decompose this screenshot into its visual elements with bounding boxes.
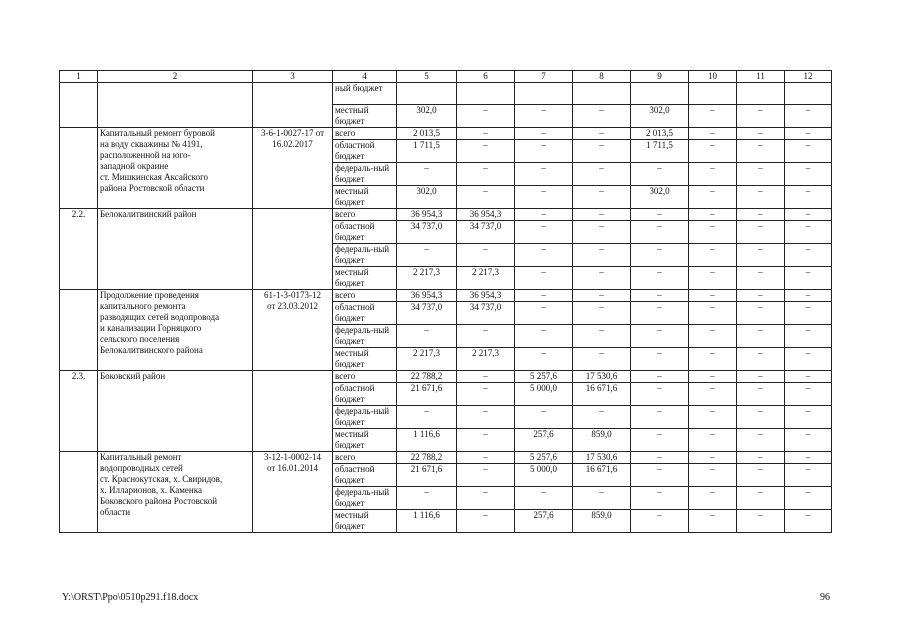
- amount-cell: –: [737, 163, 785, 186]
- amount-cell: –: [573, 163, 631, 186]
- amount-cell: 859,0: [573, 510, 631, 533]
- amount-cell: 17 530,6: [573, 452, 631, 464]
- amount-cell: 859,0: [573, 429, 631, 452]
- row-number: 2.2.: [60, 209, 98, 290]
- page-number: 96: [820, 592, 830, 603]
- amount-cell: –: [397, 325, 457, 348]
- amount-cell: –: [457, 128, 515, 140]
- object-name-line: разводящих сетей водопровода: [100, 312, 220, 322]
- document-number: [253, 83, 333, 128]
- amount-cell: 302,0: [397, 186, 457, 209]
- column-number-5: 5: [397, 71, 457, 83]
- amount-cell: 16 671,6: [573, 383, 631, 406]
- amount-cell: 257,6: [515, 510, 573, 533]
- amount-cell: –: [785, 267, 832, 290]
- amount-cell: 302,0: [397, 105, 457, 128]
- amount-cell: –: [573, 302, 631, 325]
- amount-cell: –: [737, 290, 785, 302]
- document-number-line: 16.02.2017: [272, 139, 313, 149]
- column-number-2: 2: [98, 71, 253, 83]
- amount-cell: –: [689, 406, 737, 429]
- amount-cell: –: [515, 290, 573, 302]
- amount-cell: 2 217,3: [457, 348, 515, 371]
- amount-cell: –: [457, 186, 515, 209]
- amount-cell: –: [785, 383, 832, 406]
- document-number: [253, 209, 333, 290]
- document-number-line: 61-1-3-0173-12: [264, 290, 321, 300]
- amount-cell: –: [457, 383, 515, 406]
- amount-cell: –: [457, 140, 515, 163]
- column-number-4: 4: [333, 71, 397, 83]
- funding-source: федераль-ный бюджет: [333, 163, 397, 186]
- amount-cell: –: [785, 487, 832, 510]
- amount-cell: –: [457, 244, 515, 267]
- amount-cell: –: [689, 487, 737, 510]
- amount-cell: –: [737, 487, 785, 510]
- object-name-line: Капитальный ремонт буровой: [100, 128, 215, 138]
- object-name-line: Белокалитвинский район: [100, 209, 197, 219]
- table-body: [60, 71, 832, 533]
- funding-source: федераль-ный бюджет: [333, 244, 397, 267]
- funding-source: федераль-ный бюджет: [333, 325, 397, 348]
- amount-cell: 1 711,5: [631, 140, 689, 163]
- funding-source: всего: [333, 209, 397, 221]
- column-number-7: 7: [515, 71, 573, 83]
- amount-cell: –: [573, 325, 631, 348]
- amount-cell: –: [785, 209, 832, 221]
- amount-cell: [785, 83, 832, 105]
- amount-cell: –: [689, 429, 737, 452]
- amount-cell: [397, 83, 457, 105]
- funding-source: всего: [333, 371, 397, 383]
- amount-cell: –: [785, 371, 832, 383]
- amount-cell: –: [573, 244, 631, 267]
- object-name: [98, 290, 253, 371]
- amount-cell: –: [689, 290, 737, 302]
- amount-cell: –: [573, 348, 631, 371]
- document-number-line: от 16.01.2014: [266, 463, 319, 473]
- amount-cell: –: [689, 325, 737, 348]
- amount-cell: [457, 83, 515, 105]
- amount-cell: –: [515, 487, 573, 510]
- amount-cell: –: [573, 267, 631, 290]
- amount-cell: 34 737,0: [457, 221, 515, 244]
- amount-cell: –: [785, 464, 832, 487]
- amount-cell: –: [785, 325, 832, 348]
- amount-cell: 2 217,3: [397, 348, 457, 371]
- amount-cell: –: [631, 371, 689, 383]
- amount-cell: –: [573, 140, 631, 163]
- funding-source: местный бюджет: [333, 186, 397, 209]
- amount-cell: –: [737, 105, 785, 128]
- amount-cell: –: [689, 452, 737, 464]
- amount-cell: –: [573, 186, 631, 209]
- amount-cell: –: [631, 221, 689, 244]
- amount-cell: –: [515, 221, 573, 244]
- object-name-line: Боковского района Ростовской: [100, 496, 218, 506]
- column-number-10: 10: [689, 71, 737, 83]
- funding-source: областной бюджет: [333, 140, 397, 163]
- amount-cell: –: [397, 244, 457, 267]
- column-number-1: 1: [60, 71, 98, 83]
- amount-cell: 34 737,0: [397, 302, 457, 325]
- amount-cell: –: [457, 487, 515, 510]
- document-sheet: [59, 70, 832, 533]
- amount-cell: 2 013,5: [397, 128, 457, 140]
- amount-cell: –: [785, 140, 832, 163]
- amount-cell: 36 954,3: [397, 290, 457, 302]
- amount-cell: 1 116,6: [397, 429, 457, 452]
- object-name-line: расположенной на юго-: [100, 150, 191, 160]
- document-number: [253, 290, 333, 371]
- object-name-line: Продолжение проведения: [100, 290, 199, 300]
- amount-cell: –: [631, 383, 689, 406]
- table-row: [60, 452, 832, 464]
- amount-cell: 5 257,6: [515, 371, 573, 383]
- object-name-line: западной окраине: [100, 161, 169, 171]
- column-number-3: 3: [253, 71, 333, 83]
- object-name: [98, 209, 253, 290]
- amount-cell: –: [631, 290, 689, 302]
- amount-cell: –: [515, 128, 573, 140]
- column-number-6: 6: [457, 71, 515, 83]
- document-number: [253, 452, 333, 533]
- funding-source: всего: [333, 452, 397, 464]
- document-number: [253, 371, 333, 452]
- table-row: [60, 209, 832, 221]
- amount-cell: –: [631, 348, 689, 371]
- amount-cell: –: [631, 302, 689, 325]
- amount-cell: 5 000,0: [515, 464, 573, 487]
- funding-source: местный бюджет: [333, 429, 397, 452]
- amount-cell: –: [737, 429, 785, 452]
- amount-cell: –: [631, 464, 689, 487]
- amount-cell: 5 000,0: [515, 383, 573, 406]
- amount-cell: –: [737, 510, 785, 533]
- amount-cell: –: [573, 105, 631, 128]
- amount-cell: 302,0: [631, 105, 689, 128]
- funding-source: областной бюджет: [333, 383, 397, 406]
- amount-cell: –: [689, 186, 737, 209]
- column-number-9: 9: [631, 71, 689, 83]
- amount-cell: –: [737, 186, 785, 209]
- amount-cell: –: [737, 325, 785, 348]
- object-name-line: Боковский район: [100, 371, 166, 381]
- funding-source: областной бюджет: [333, 464, 397, 487]
- amount-cell: –: [689, 383, 737, 406]
- amount-cell: [573, 83, 631, 105]
- object-name: [98, 452, 253, 533]
- amount-cell: –: [689, 244, 737, 267]
- object-name-line: на воду скважины № 4191,: [100, 139, 203, 149]
- amount-cell: –: [631, 510, 689, 533]
- amount-cell: 2 217,3: [457, 267, 515, 290]
- amount-cell: 16 671,6: [573, 464, 631, 487]
- column-number-12: 12: [785, 71, 832, 83]
- document-number-line: 3-6-1-0027-17 от: [260, 128, 325, 138]
- amount-cell: –: [737, 406, 785, 429]
- amount-cell: –: [457, 510, 515, 533]
- amount-cell: –: [785, 452, 832, 464]
- amount-cell: –: [785, 302, 832, 325]
- amount-cell: [689, 83, 737, 105]
- table-row: [60, 371, 832, 383]
- amount-cell: –: [457, 105, 515, 128]
- column-number-11: 11: [737, 71, 785, 83]
- object-name: [98, 128, 253, 209]
- amount-cell: –: [457, 371, 515, 383]
- amount-cell: –: [785, 163, 832, 186]
- amount-cell: –: [515, 325, 573, 348]
- amount-cell: –: [689, 464, 737, 487]
- amount-cell: –: [631, 209, 689, 221]
- amount-cell: –: [515, 186, 573, 209]
- amount-cell: [737, 83, 785, 105]
- amount-cell: –: [631, 267, 689, 290]
- amount-cell: [631, 83, 689, 105]
- object-name-line: и канализации Горняцкого: [100, 323, 202, 333]
- amount-cell: –: [515, 140, 573, 163]
- amount-cell: –: [689, 348, 737, 371]
- funding-source: местный бюджет: [333, 348, 397, 371]
- amount-cell: –: [785, 244, 832, 267]
- amount-cell: –: [457, 464, 515, 487]
- amount-cell: 21 671,6: [397, 464, 457, 487]
- amount-cell: 36 954,3: [397, 209, 457, 221]
- object-name-line: капитального ремонта: [100, 301, 186, 311]
- amount-cell: –: [457, 163, 515, 186]
- amount-cell: –: [515, 163, 573, 186]
- funding-source: местный бюджет: [333, 510, 397, 533]
- amount-cell: 1 711,5: [397, 140, 457, 163]
- amount-cell: –: [515, 105, 573, 128]
- funding-source: федераль-ный бюджет: [333, 487, 397, 510]
- object-name-line: района Ростовской области: [100, 183, 205, 193]
- amount-cell: –: [573, 128, 631, 140]
- table-row: [60, 290, 832, 302]
- footer-file-path: Y:\ORST\Ppo\0510p291.f18.docx: [62, 592, 199, 603]
- object-name-line: ст. Краснокутская, х. Свиридов,: [100, 474, 223, 484]
- amount-cell: –: [689, 221, 737, 244]
- amount-cell: –: [631, 244, 689, 267]
- amount-cell: –: [631, 487, 689, 510]
- amount-cell: 34 737,0: [397, 221, 457, 244]
- funding-source: областной бюджет: [333, 302, 397, 325]
- row-number: [60, 128, 98, 209]
- amount-cell: –: [573, 487, 631, 510]
- amount-cell: –: [515, 267, 573, 290]
- amount-cell: –: [515, 348, 573, 371]
- funding-source: всего: [333, 128, 397, 140]
- amount-cell: –: [737, 371, 785, 383]
- amount-cell: –: [689, 209, 737, 221]
- amount-cell: –: [737, 464, 785, 487]
- amount-cell: –: [737, 302, 785, 325]
- amount-cell: –: [631, 452, 689, 464]
- amount-cell: –: [689, 140, 737, 163]
- funding-source: федераль-ный бюджет: [333, 406, 397, 429]
- table-row: [60, 83, 832, 105]
- amount-cell: –: [785, 105, 832, 128]
- amount-cell: 22 788,2: [397, 452, 457, 464]
- amount-cell: –: [515, 406, 573, 429]
- amount-cell: –: [737, 383, 785, 406]
- amount-cell: –: [737, 209, 785, 221]
- object-name-line: х. Илларионов, х. Каменка: [100, 485, 202, 495]
- amount-cell: –: [631, 406, 689, 429]
- amount-cell: 1 116,6: [397, 510, 457, 533]
- funding-source: всего: [333, 290, 397, 302]
- amount-cell: –: [515, 244, 573, 267]
- amount-cell: 36 954,3: [457, 209, 515, 221]
- amount-cell: –: [689, 105, 737, 128]
- amount-cell: –: [737, 140, 785, 163]
- object-name-line: Белокалитвинского района: [100, 345, 203, 355]
- amount-cell: –: [689, 128, 737, 140]
- amount-cell: –: [457, 429, 515, 452]
- amount-cell: –: [689, 267, 737, 290]
- amount-cell: –: [457, 406, 515, 429]
- amount-cell: –: [737, 128, 785, 140]
- row-number: [60, 290, 98, 371]
- amount-cell: –: [573, 406, 631, 429]
- amount-cell: –: [515, 302, 573, 325]
- amount-cell: –: [457, 325, 515, 348]
- amount-cell: –: [737, 348, 785, 371]
- amount-cell: 257,6: [515, 429, 573, 452]
- amount-cell: –: [397, 163, 457, 186]
- amount-cell: 36 954,3: [457, 290, 515, 302]
- amount-cell: 22 788,2: [397, 371, 457, 383]
- amount-cell: 21 671,6: [397, 383, 457, 406]
- amount-cell: 5 257,6: [515, 452, 573, 464]
- amount-cell: 34 737,0: [457, 302, 515, 325]
- amount-cell: –: [785, 128, 832, 140]
- amount-cell: 2 217,3: [397, 267, 457, 290]
- amount-cell: –: [631, 429, 689, 452]
- amount-cell: –: [397, 406, 457, 429]
- funding-source: местный бюджет: [333, 267, 397, 290]
- amount-cell: –: [631, 325, 689, 348]
- amount-cell: 17 530,6: [573, 371, 631, 383]
- object-name-line: Капитальный ремонт: [100, 452, 182, 462]
- amount-cell: –: [785, 186, 832, 209]
- object-name-line: водопроводных сетей: [100, 463, 183, 473]
- funding-source: местный бюджет: [333, 105, 397, 128]
- amount-cell: –: [515, 209, 573, 221]
- amount-cell: –: [737, 221, 785, 244]
- amount-cell: 2 013,5: [631, 128, 689, 140]
- object-name-line: области: [100, 507, 131, 517]
- amount-cell: –: [785, 221, 832, 244]
- row-number: [60, 452, 98, 533]
- amount-cell: –: [737, 244, 785, 267]
- amount-cell: –: [397, 487, 457, 510]
- amount-cell: –: [631, 163, 689, 186]
- amount-cell: –: [573, 221, 631, 244]
- amount-cell: –: [689, 510, 737, 533]
- amount-cell: –: [573, 290, 631, 302]
- document-number: [253, 128, 333, 209]
- object-name-line: сельского поселения: [100, 334, 180, 344]
- amount-cell: –: [573, 209, 631, 221]
- amount-cell: –: [785, 510, 832, 533]
- object-name: [98, 83, 253, 128]
- amount-cell: –: [737, 267, 785, 290]
- amount-cell: –: [457, 452, 515, 464]
- amount-cell: [515, 83, 573, 105]
- row-number: 2.3.: [60, 371, 98, 452]
- row-number: [60, 83, 98, 128]
- budget-table: [59, 70, 832, 533]
- funding-source: областной бюджет: [333, 221, 397, 244]
- column-number-8: 8: [573, 71, 631, 83]
- amount-cell: –: [689, 371, 737, 383]
- amount-cell: 302,0: [631, 186, 689, 209]
- funding-source: ный бюджет: [333, 83, 397, 105]
- object-name-line: ст. Мишкинская Аксайского: [100, 172, 209, 182]
- amount-cell: –: [785, 406, 832, 429]
- amount-cell: –: [785, 348, 832, 371]
- amount-cell: –: [689, 302, 737, 325]
- table-row: [60, 128, 832, 140]
- document-number-line: от 23.03.2012: [266, 301, 319, 311]
- document-number-line: 3-12-1-0002-14: [264, 452, 321, 462]
- amount-cell: –: [737, 452, 785, 464]
- amount-cell: –: [785, 290, 832, 302]
- column-number-row: [60, 71, 832, 83]
- amount-cell: –: [689, 163, 737, 186]
- object-name: [98, 371, 253, 452]
- amount-cell: –: [785, 429, 832, 452]
